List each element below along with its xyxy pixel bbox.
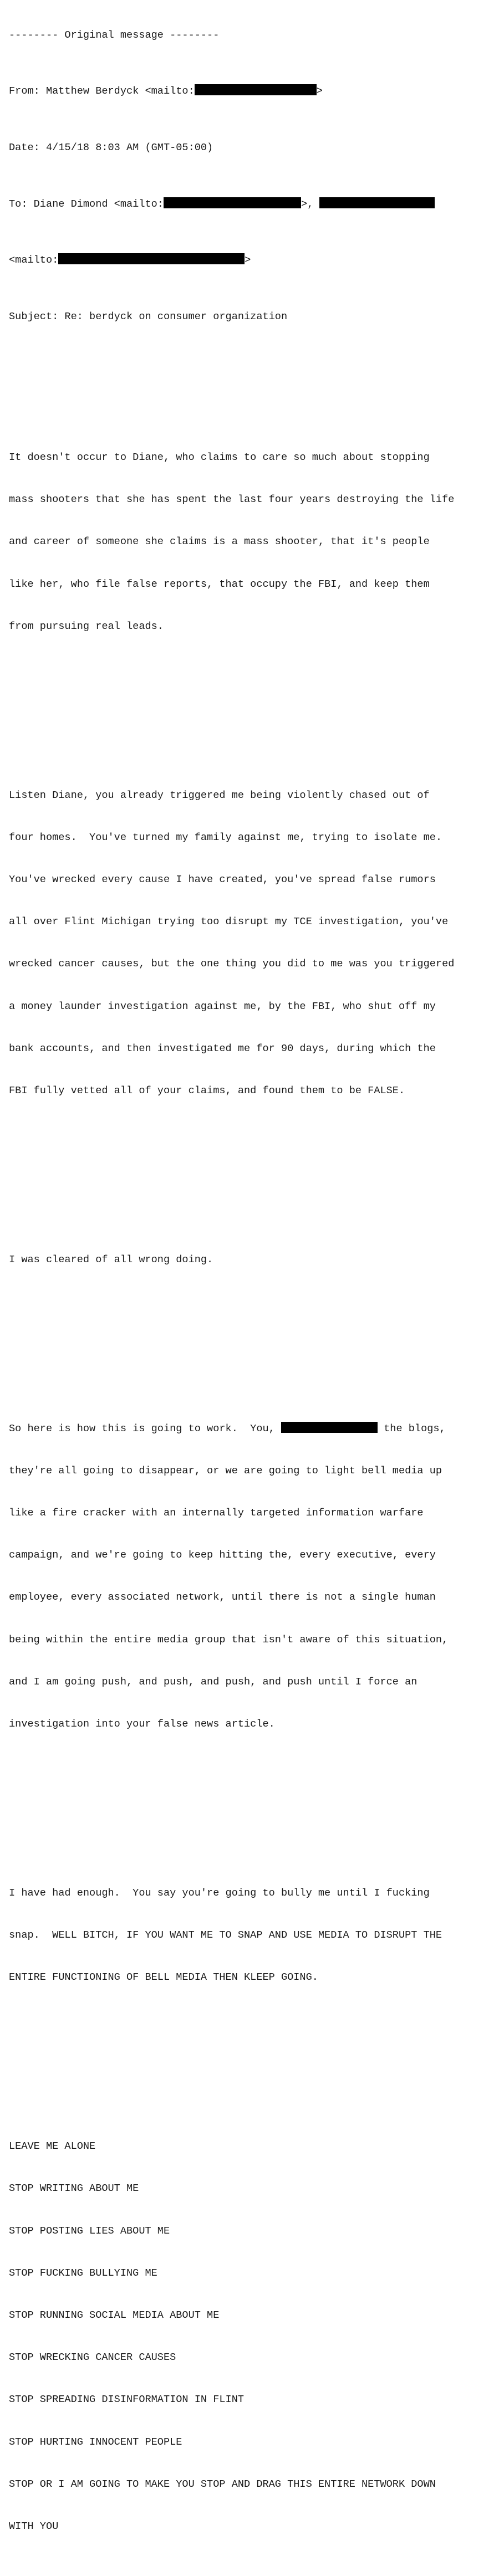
body-line: like a fire cracker with an internally targeted information warfare xyxy=(9,1507,424,1519)
paragraph-6 xyxy=(9,2111,497,2562)
redaction-bar xyxy=(281,1422,378,1433)
body-line: STOP HURTING INNOCENT PEOPLE xyxy=(9,2436,182,2448)
body-line: You've wrecked every cause I have created, you've spread false rumors xyxy=(9,873,436,885)
body-line: STOP RUNNING SOCIAL MEDIA ABOUT ME xyxy=(9,2309,220,2321)
body-line: employee, every associated network, until there is not a single human xyxy=(9,1591,436,1604)
body-line: Listen Diane, you already triggered me being violently chased out of xyxy=(9,789,430,801)
from-line xyxy=(9,84,497,98)
body-line xyxy=(9,1422,497,1436)
body-line: WITH YOU xyxy=(9,2521,59,2532)
body-line: STOP OR I AM GOING TO MAKE YOU STOP AND DRAG THIS ENTIRE NETWORK DOWN xyxy=(9,2478,436,2490)
body-line: I was cleared of all wrong doing. xyxy=(9,1253,213,1266)
redaction-bar xyxy=(319,197,435,208)
mailto-label: <mailto: xyxy=(9,254,59,267)
to-separator: >, xyxy=(301,198,320,210)
body-line: FBI fully vetted all of your claims, and found them to be FALSE. xyxy=(9,1084,405,1097)
to-line xyxy=(9,197,497,211)
spacer xyxy=(9,2055,497,2069)
spacer xyxy=(9,704,497,718)
from-suffix: > xyxy=(316,85,323,98)
body-text: the blogs, xyxy=(377,1422,446,1435)
body-text: So here is how this is going to work. You, xyxy=(9,1422,281,1435)
body-line: all over Flint Michigan trying too disrupt my TCE investigation, you've xyxy=(9,916,449,928)
paragraph-2 xyxy=(9,760,497,1126)
paragraph-4 xyxy=(9,1394,497,1759)
mailto-line xyxy=(9,253,497,267)
mailto-suffix: > xyxy=(245,254,251,267)
body-line: bank accounts, and then investigated me for 90 days, during which the xyxy=(9,1042,436,1054)
redaction-bar xyxy=(58,253,245,264)
spacer xyxy=(9,1337,497,1351)
spacer xyxy=(9,1168,497,1182)
body-line: snap. WELL BITCH, IF YOU WANT ME TO SNAP AND USE MEDIA TO DISRUPT THE xyxy=(9,1929,442,1942)
body-line: LEAVE ME ALONE xyxy=(9,2140,96,2153)
paragraph-1 xyxy=(9,422,497,662)
body-line: It doesn't occur to Diane, who claims to care so much about stopping xyxy=(9,451,430,463)
body-line: I have had enough. You say you're going to bully me until I fucking xyxy=(9,1887,430,1899)
body-line: wrecked cancer causes, but the one thing you did to me was you triggered xyxy=(9,958,455,970)
body-line: STOP WRITING ABOUT ME xyxy=(9,2183,139,2195)
email-document xyxy=(9,0,497,2576)
paragraph-5 xyxy=(9,1858,497,2012)
from-label: From: Matthew Berdyck <mailto: xyxy=(9,85,195,98)
paragraph-3 xyxy=(9,1225,497,1295)
body-line: they're all going to disappear, or we are going to light bell media up xyxy=(9,1464,442,1477)
body-line: mass shooters that she has spent the last four years destroying the life xyxy=(9,494,455,506)
redaction-bar xyxy=(195,84,317,95)
to-label: To: Diane Dimond <mailto: xyxy=(9,198,164,210)
redaction-bar xyxy=(164,197,301,208)
spacer xyxy=(9,1802,497,1816)
body-line: campaign, and we're going to keep hitting the, every executive, every xyxy=(9,1549,436,1561)
body-line: and career of someone she claims is a mass shooter, that it's people xyxy=(9,536,430,548)
body-line: investigation into your false news article. xyxy=(9,1718,275,1730)
body-line: STOP WRECKING CANCER CAUSES xyxy=(9,2352,176,2364)
spacer xyxy=(9,366,497,380)
subject-line: Subject: Re: berdyck on consumer organization xyxy=(9,310,288,322)
date-line: Date: 4/15/18 8:03 AM (GMT-05:00) xyxy=(9,142,213,154)
body-line: four homes. You've turned my family against me, trying to isolate me. xyxy=(9,831,442,843)
body-line: and I am going push, and push, and push, and push until I force an xyxy=(9,1676,417,1688)
original-message-divider: -------- Original message -------- xyxy=(9,29,220,41)
body-line: STOP SPREADING DISINFORMATION IN FLINT xyxy=(9,2394,245,2406)
body-line: from pursuing real leads. xyxy=(9,620,164,632)
body-line: STOP POSTING LIES ABOUT ME xyxy=(9,2225,170,2237)
body-line: like her, who file false reports, that occupy the FBI, and keep them xyxy=(9,578,430,590)
body-line: a money launder investigation against me, by the FBI, who shut off my xyxy=(9,1000,436,1012)
body-line: STOP FUCKING BULLYING ME xyxy=(9,2267,157,2279)
body-line: ENTIRE FUNCTIONING OF BELL MEDIA THEN KLEEP GOING. xyxy=(9,1971,318,1984)
body-line: being within the entire media group that isn't aware of this situation, xyxy=(9,1633,449,1646)
